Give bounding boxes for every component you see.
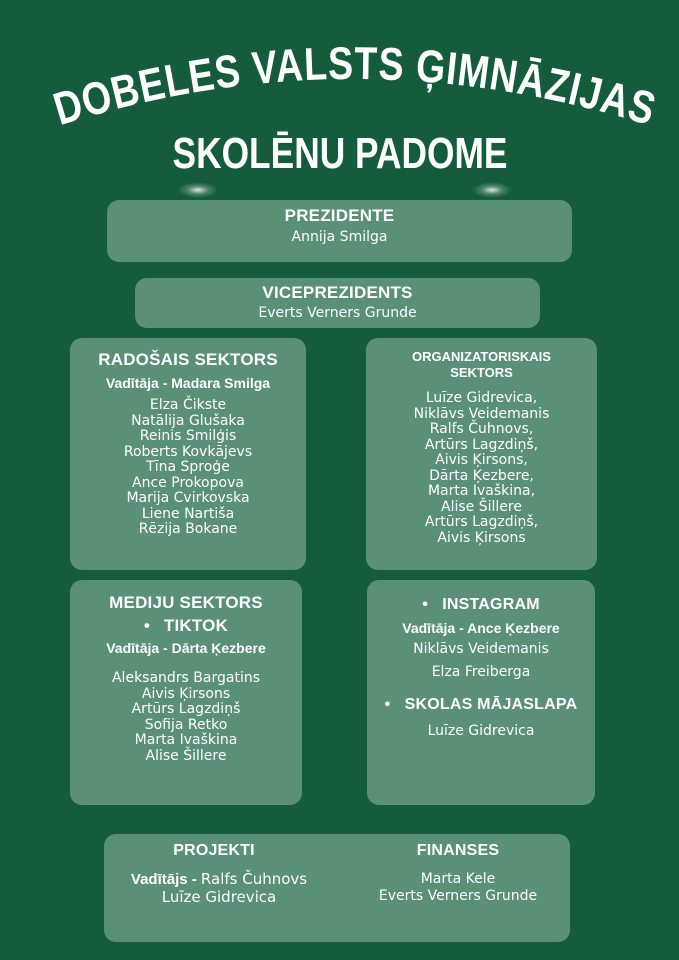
member-item: Artūrs Lagzdiņš, [424,436,539,453]
instagram-box [367,580,595,805]
projects-finances-box [104,834,570,942]
member-item: Dārta Ķezbere, [429,467,534,484]
media-sector-box [70,580,302,805]
sparkle-left [178,182,218,198]
vice-president-heading: VICEPREZIDENTS [262,283,413,302]
member-item: Niklāvs Veidemanis [413,405,550,422]
organizational-sector-heading-1: ORGANIZATORISKAIS [412,349,551,364]
vice-president-name: Everts Verners Grunde [258,305,417,321]
projects-member: Luīze Gidrevica [161,887,277,906]
svg-text:DOBELES VALSTS ĢIMNĀZIJAS [47,36,668,137]
instagram-lead: Vadītāja - Ance Ķezbere [402,620,560,636]
member-item: Roberts Kovkājevs [123,443,253,460]
instagram-heading: • INSTAGRAM [367,596,595,614]
member-item: Aivis Ķirsons [437,529,526,546]
president-heading: PREZIDENTE [284,206,395,225]
projects-lead: Vadītājs - Ralfs Čuhnovs [130,870,308,888]
member-item: Marija Cvirkovska [126,490,250,506]
member-item: Rēzija Bokane [138,521,238,537]
media-sector-heading: MEDIJU SEKTORS [109,593,263,612]
member-item: Ance Prokopova [132,474,244,491]
finances-heading: FINANSES [416,842,500,859]
title-line-1: DOBELES VALSTS ĢIMNĀZIJAS [47,36,668,137]
website-member: Luīze Gidrevica [427,723,535,739]
member-item: Sofija Retko [144,716,228,733]
website-heading: • SKOLAS MĀJASLAPA [367,696,595,714]
member-item: Marta Ivaškina, [427,483,536,499]
title-line-2: SKOLĒNU PADOME [172,129,508,178]
member-item: Alise Šillere [145,747,227,764]
member-item: Reinis Smilģis [139,428,237,444]
organizational-sector-members [366,391,597,546]
member-item: Artūrs Lagzdiņš [131,701,241,717]
member-item: Aivis Ķirsons, [435,452,528,468]
projects-heading: PROJEKTI [173,842,255,859]
finances-member: Everts Verners Grunde [378,887,538,904]
sparkle-right [472,182,512,198]
member-item: Marta Ivaškina [134,732,238,748]
president-box [107,200,572,262]
member-item: Liene Nartiša [141,505,235,522]
finances-section [352,842,564,904]
member-item: Artūrs Lagzdiņš, [424,514,539,530]
creative-sector-members [70,398,306,538]
media-sector-lead: Vadītāja - Dārta Ķezbere [106,640,266,656]
member-item: Aivis Ķirsons [141,685,231,702]
member-item: Elza Čikste [149,397,227,413]
vice-president-box [135,278,540,328]
finances-member: Marta Kele [420,871,496,887]
member-item: Natālija Glušaka [131,412,245,429]
president-name: Annija Smilga [291,229,388,245]
organizational-sector-heading-2: SEKTORS [450,365,513,380]
member-item: Luīze Gidrevica, [425,390,538,406]
creative-sector-box [70,338,306,570]
organizational-sector-box [366,338,597,570]
member-item: Tīna Sproģe [146,459,230,475]
creative-sector-lead: Vadītāja - Madara Smilga [105,375,271,391]
member-item: Aleksandrs Bargatins [111,670,261,686]
title-graphic [0,0,679,200]
member-item: Alise Šillere [441,498,522,515]
projects-section [104,842,334,905]
tiktok-heading: • TIKTOK [70,616,302,636]
creative-sector-heading: RADOŠAIS SEKTORS [98,350,278,369]
member-item: Ralfs Čuhnovs, [429,421,534,437]
instagram-member: Elza Freiberga [431,663,531,680]
media-sector-members [70,671,302,764]
instagram-member: Niklāvs Veidemanis [413,641,549,657]
